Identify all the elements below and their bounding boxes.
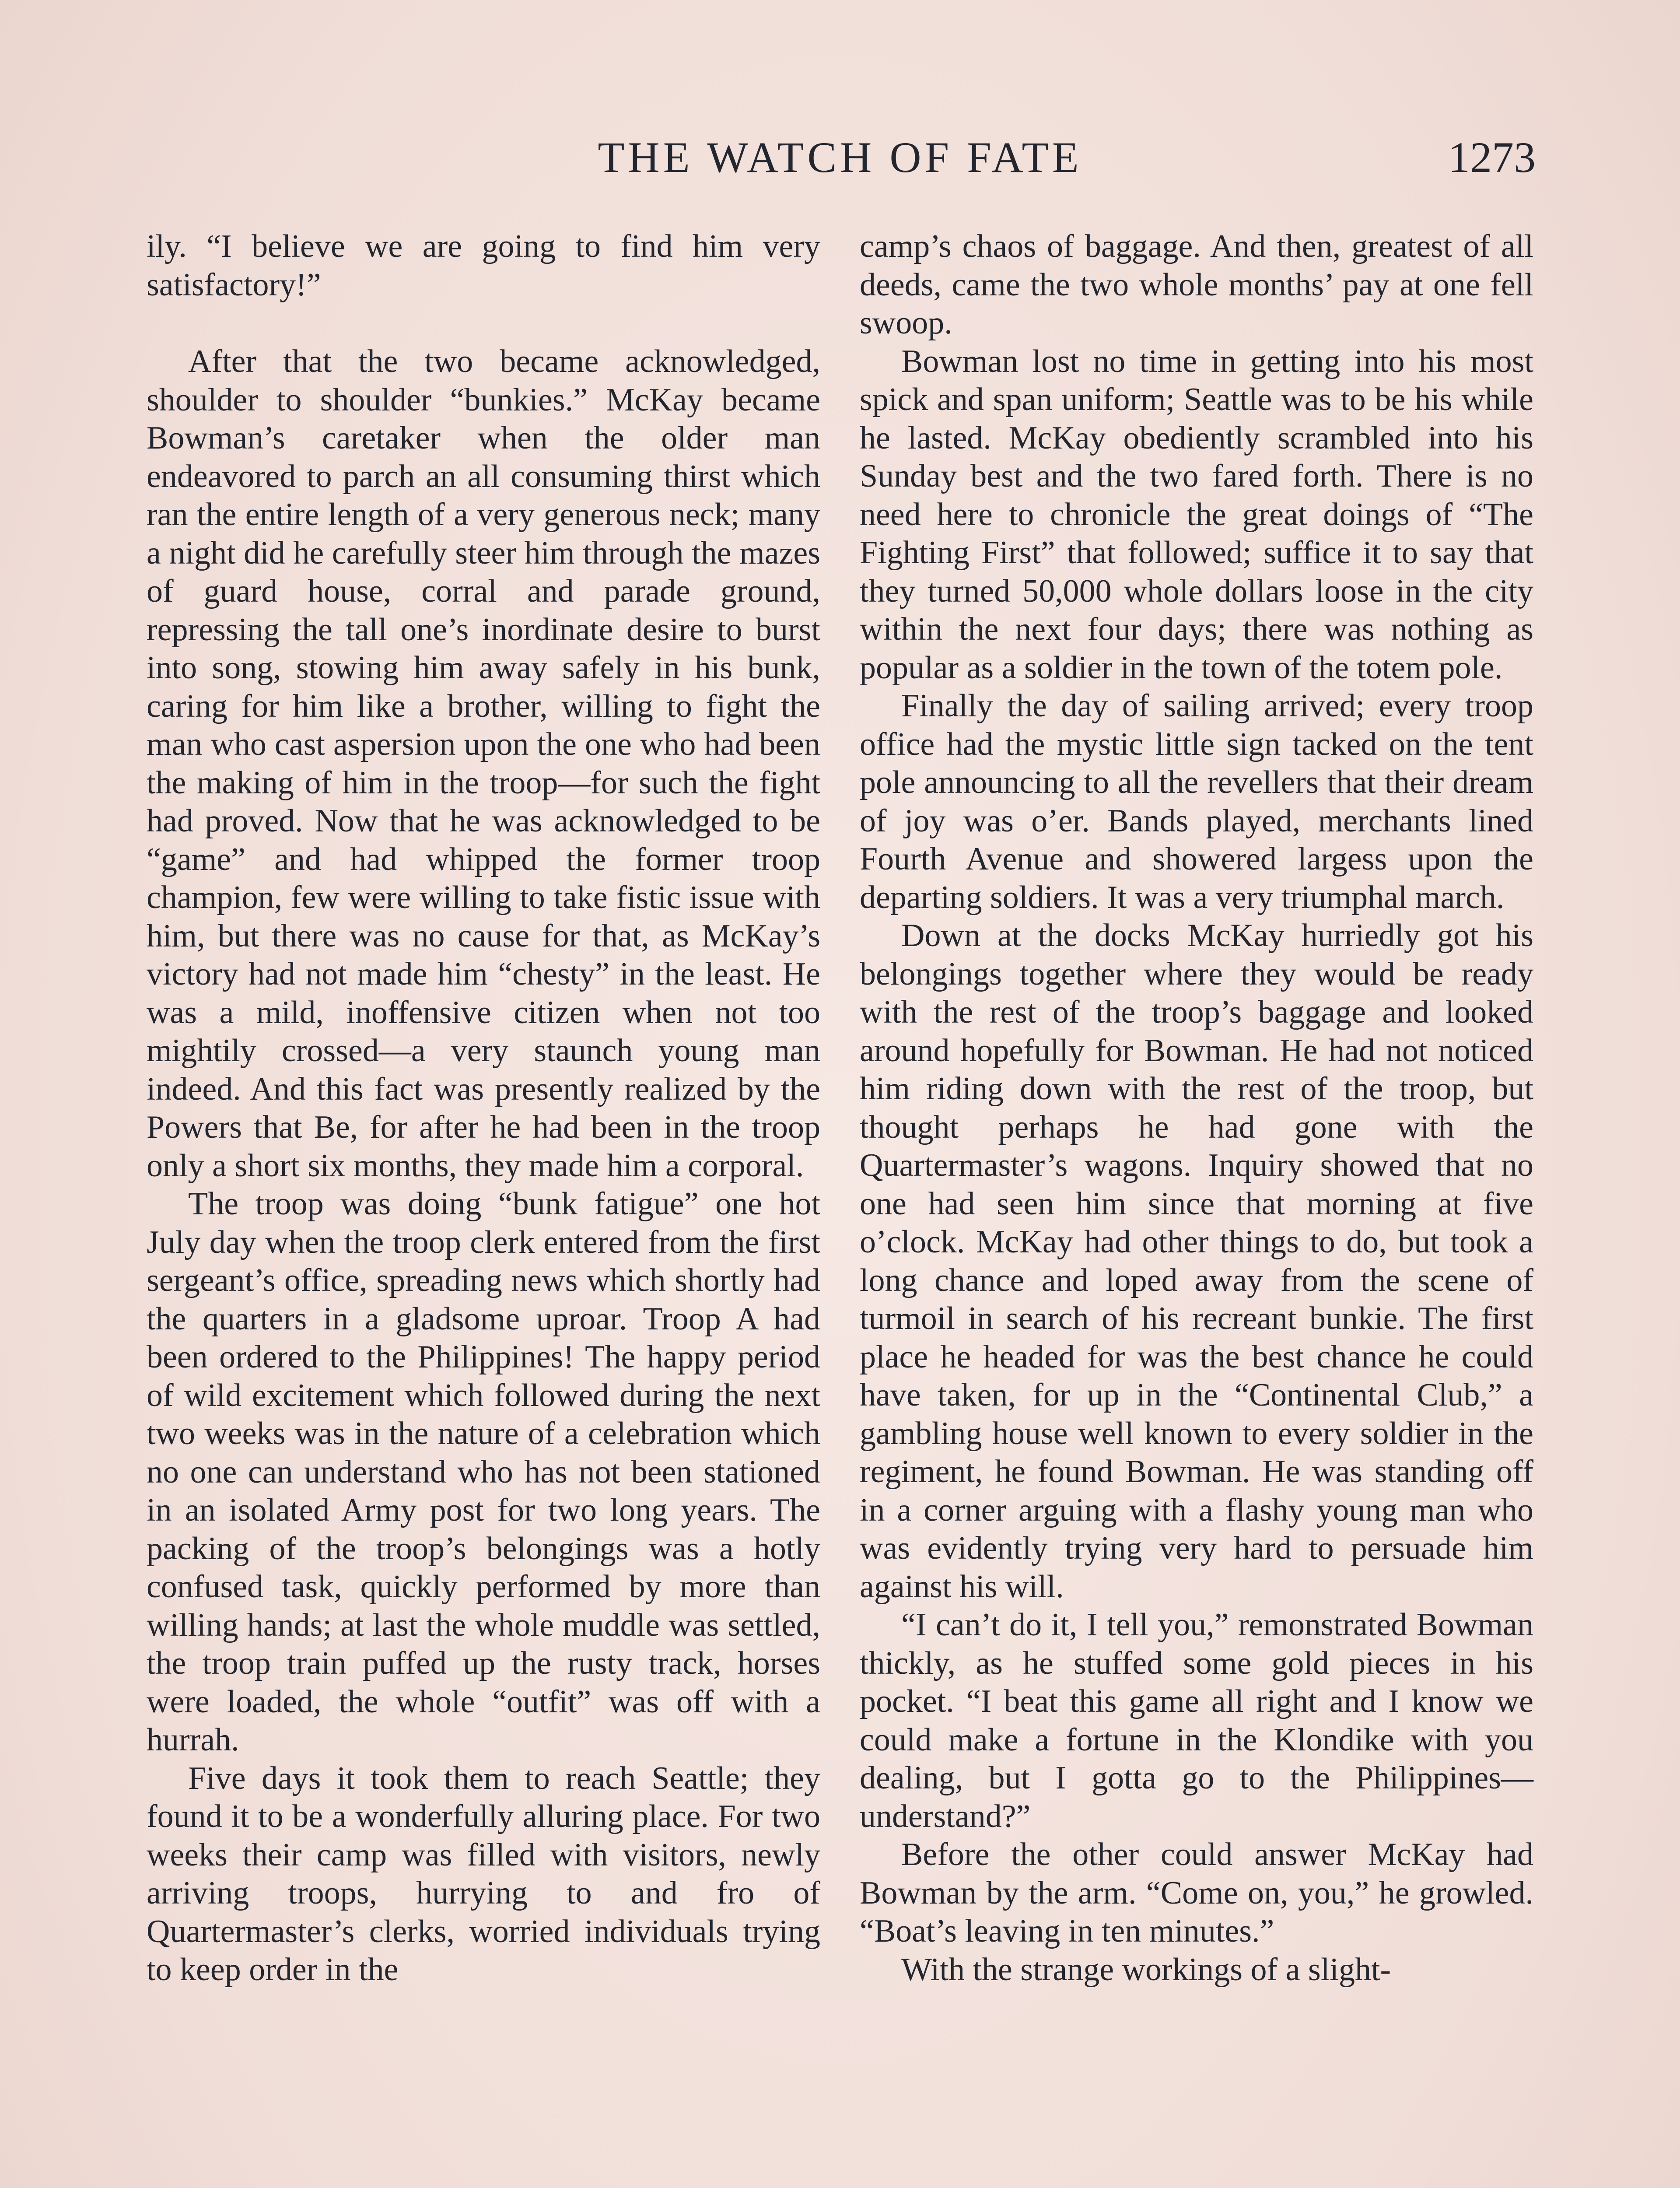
running-title: THE WATCH OF FATE [598,133,1082,182]
page-number: 1273 [1448,133,1536,182]
paragraph: With the strange workings of a slight- [901,1951,1391,1988]
paragraph: Before the other could answer McKay had Bowman by the arm. “Come on, you,” he growled. “Boat’s leaving in ten minutes.” [860,1837,1533,1949]
paragraph: The troop was doing “bunk fatigue” one hot July day when the troop clerk entered from the first sergeant’s office, spreading news which shortly had the quarters in a gladsome uproar. Troop A had been ordered to the Philippines! The happy period of wild excitement which followed during the next two weeks was in the nature of a celebration which no one can understand who has not been stationed in an isolated Army post for two long years. The packing of the troop’s belongings was a hotly confused task, quickly performed by more than willing hands; at last the whole muddle was settled, the troop train puffed up the rusty track, horses were loaded, the whole “outfit” was off with a hurrah. [147,1186,820,1758]
right-column [860,228,1533,1989]
paragraph: ily. “I believe we are going to find him very satisfactory!” [147,228,820,303]
paragraph: After that the two became acknowledged, shoulder to shoulder “bunkies.” McKay became Bowman’s caretaker when the older man endeavored to parch an all consuming thirst which ran the entire length of a very generous neck; many a night did he carefully steer him through the mazes of guard house, corral and parade ground, repressing the tall one’s inordinate desire to burst into song, stowing him away safely in his bunk, caring for him like a brother, willing to fight the man who cast aspersion upon the one who had been the making of him in the troop—for such the fight had proved. Now that he was acknowledged to be “game” and had whipped the former troop champion, few were willing to take fistic issue with him, but there was no cause for that, as McKay’s victory had not made him “chesty” in the least. He was a mild, inoffensive citizen when not too mightily crossed—a very staunch young man indeed. And this fact was presently realized by the Powers that Be, for after he had been in the troop only a short six months, they made him a corporal. [147,344,820,1184]
page-header [144,131,1536,184]
paragraph: “I can’t do it, I tell you,” remonstrated Bowman thickly, as he stuffed some gold pieces in his pocket. “I beat this game all right and I know we could make a fortune in the Klondike with you dealing, but I gotta go to the Philippines—understand?” [860,1607,1533,1834]
paragraph: Five days it took them to reach Seattle; they found it to be a wonderfully alluring place. For two weeks their camp was filled with visitors, newly arriving troops, hurrying to and fro of Quartermaster’s clerks, worried individuals trying to keep order in the [147,1760,820,1988]
paragraph: Down at the docks McKay hurriedly got his belongings together where they would be ready with the rest of the troop’s baggage and looked around hopefully for Bowman. He had not noticed him riding down with the rest of the troop, but thought perhaps he had gone with the Quartermaster’s wagons. Inquiry showed that no one had seen him since that morning at five o’clock. McKay had other things to do, but took a long chance and loped away from the scene of turmoil in search of his recreant bunkie. The first place he headed for was the best chance he could have taken, for up in the “Continental Club,” a gambling house well known to every soldier in the regiment, he found Bowman. He was standing off in a corner arguing with a flashy young man who was evidently trying very hard to persuade him against his will. [860,918,1533,1605]
paragraph: camp’s chaos of baggage. And then, greatest of all deeds, came the two whole months’ pay at one fell swoop. [860,228,1533,341]
left-column [147,228,820,1989]
paragraph: Finally the day of sailing arrived; every troop office had the mystic little sign tacked on the tent pole announcing to all the revellers that their dream of joy was o’er. Bands played, merchants lined Fourth Avenue and showered largess upon the departing soldiers. It was a very triumphal march. [860,688,1533,915]
paragraph: Bowman lost no time in getting into his most spick and span uniform; Seattle was to be his while he lasted. McKay obediently scrambled into his Sunday best and the two fared forth. There is no need here to chronicle the great doings of “The Fighting First” that followed; suffice it to say that they turned 50,000 whole dollars loose in the city within the next four days; there was nothing as popular as a soldier in the town of the totem pole. [860,343,1533,686]
